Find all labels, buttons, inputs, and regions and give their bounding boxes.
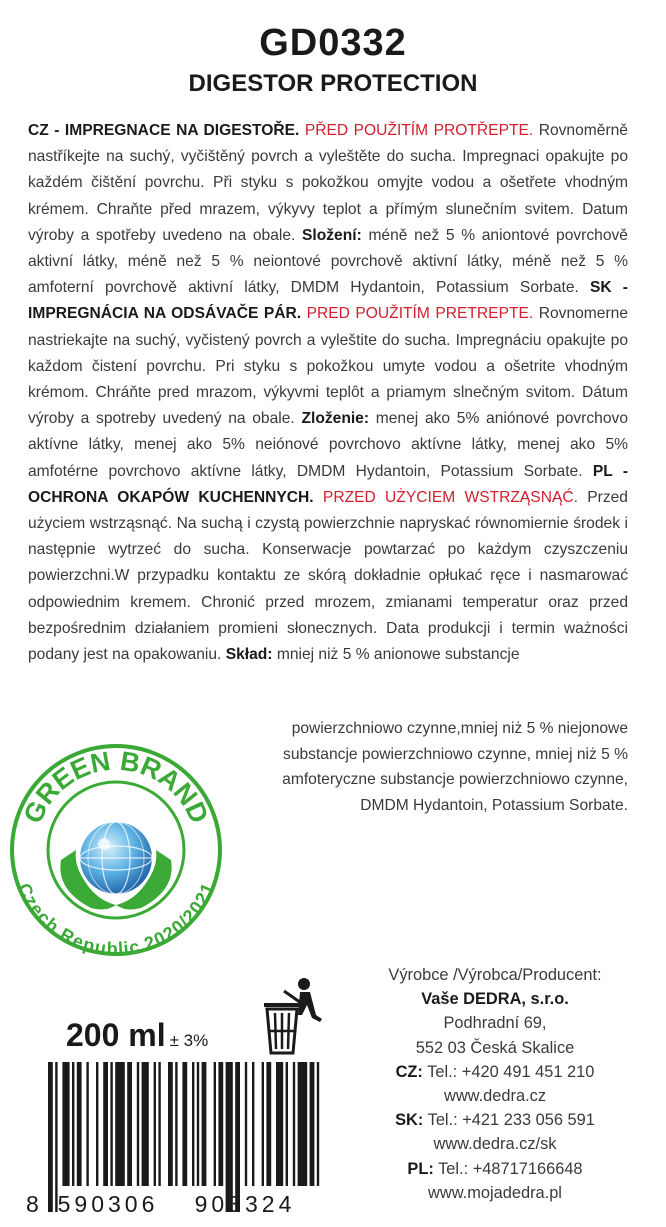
barcode-bar (286, 1062, 288, 1186)
barcode-bar (276, 1062, 283, 1186)
pl-label: PL: (407, 1159, 434, 1178)
barcode-bar (86, 1062, 88, 1186)
producer-label: Výrobce /Výrobca/Producent: (388, 966, 602, 984)
barcode-bar (298, 1062, 308, 1186)
cz-phone: Tel.: +420 491 451 210 (427, 1062, 595, 1081)
barcode-bar (137, 1062, 139, 1186)
product-name: DIGESTOR PROTECTION (188, 70, 478, 97)
barcode-bar (110, 1062, 112, 1186)
producer-street: Podhradní 69, (443, 1014, 547, 1033)
barcode-group-2: 903324 (194, 1191, 296, 1217)
barcode-bar (182, 1062, 187, 1186)
sk-composition-label: Zloženie: (301, 410, 370, 428)
barcode-bar (266, 1062, 271, 1186)
barcode-bar (127, 1062, 132, 1186)
sk-website: www.dedra.cz/sk (433, 1135, 557, 1154)
pl-composition-line: amfoteryczne substancje powierzchniowo czynne, (282, 771, 628, 788)
barcode-bar (62, 1062, 69, 1186)
sk-text: Rovnomerne nastriekajte na suchý, vyčistený povrch a vyleštite do sucha. Impregnáciu opakujte po každom čistení povrchu. Pri styku s pokožkou umyte vodou a ošetrite vhodným krémom. Chráňte pred mrazom, výkyvmi teplôt a priamym slnečným svitom. Dátum výroby a spotreby uvedený na obale. (28, 305, 628, 428)
sk-phone: Tel.: +421 233 056 591 (427, 1111, 595, 1130)
green-brand-badge (6, 740, 226, 960)
barcode-bar (168, 1062, 173, 1186)
pl-website: www.mojadedra.pl (428, 1183, 562, 1202)
cz-composition: méně než 5 % aniontové povrchově aktivní látky, méně než 5 % neiontové povrchově aktivní látky, méně než 5 % amfoterní povrchově aktivní látky, DMDM Hydantoin, Potassium Sorbate. (28, 226, 628, 297)
barcode-bar (214, 1062, 216, 1186)
barcode-group-1: 590306 (57, 1191, 159, 1217)
barcode-bar (158, 1062, 160, 1186)
barcode-bar (192, 1062, 194, 1186)
barcode-bar (96, 1062, 98, 1186)
barcode-bar (245, 1062, 247, 1186)
pl-composition-line: DMDM Hydantoin, Potassium Sorbate. (360, 796, 628, 814)
pl-heading: PL - OCHRONA OKAPÓW KUCHENNYCH. (28, 462, 629, 506)
badge-top-text: GREEN BRAND (17, 745, 215, 828)
sk-label: SK: (395, 1111, 424, 1130)
barcode-bar (317, 1062, 319, 1186)
barcode-bar (293, 1062, 295, 1186)
barcode-bar (235, 1062, 240, 1212)
barcode-bar (310, 1062, 315, 1186)
globe-icon (80, 822, 152, 894)
barcode-bar (175, 1062, 177, 1186)
cz-warning: PŘED POUŽITÍM PROTŘEPTE. (304, 122, 534, 139)
barcode-bar (103, 1062, 108, 1186)
barcode-bar (77, 1062, 82, 1186)
volume-tolerance: ± 3% (169, 1031, 209, 1050)
waste-bin-icon (262, 975, 330, 1057)
cz-composition-label: Složení: (302, 226, 362, 244)
barcode (26, 1062, 324, 1217)
barcode-bar (154, 1062, 156, 1186)
pl-composition-line: powierzchniowo czynne,mniej niż 5 % niejonowe (291, 720, 628, 737)
pl-warning: PRZED UŻYCIEM WSTRZĄSNĄĆ. (322, 488, 578, 506)
cz-label: CZ: (395, 1062, 423, 1081)
producer-info (345, 963, 645, 1205)
barcode-bar (262, 1062, 264, 1186)
pl-phone: Tel.: +48717166648 (438, 1159, 583, 1178)
barcode-bar (142, 1062, 149, 1186)
sk-heading: SK - IMPREGNÁCIA NA ODSÁVAČE PÁR. (28, 279, 629, 323)
producer-city: 552 03 Česká Skalice (415, 1038, 575, 1057)
barcode-bar (48, 1062, 53, 1212)
volume-amount: 200 ml (66, 1017, 166, 1053)
cz-heading: CZ - IMPREGNACE NA DIGESTOŘE. (28, 122, 300, 139)
pl-composition-label: Skład: (225, 646, 273, 664)
producer-company: Vaše DEDRA, s.r.o. (421, 990, 569, 1009)
barcode-bar (226, 1062, 233, 1212)
barcode-bar (252, 1062, 254, 1186)
sk-composition: menej ako 5% aniónové povrchovo aktívne látky, menej ako 5% neiónové povrchovo aktívne látky, menej ako 5% amfotérne povrchovo aktívne látky, DMDM Hydantoin, Potassium Sorbate. (28, 410, 628, 480)
barcode-bars (48, 1062, 319, 1212)
barcode-bar (218, 1062, 223, 1186)
barcode-bar (197, 1062, 199, 1186)
sk-warning: PRED POUŽITÍM PRETREPTE. (306, 305, 534, 323)
product-code: GD0332 (259, 22, 407, 64)
barcode-bar (115, 1062, 125, 1186)
cz-website: www.dedra.cz (443, 1087, 547, 1106)
instructions-text (28, 118, 628, 668)
barcode-bar (55, 1062, 57, 1212)
pl-composition-continued (212, 716, 628, 818)
volume-label (66, 1017, 208, 1054)
pl-composition-line: substancje powierzchniowo czynne, mniej niż 5 % (283, 745, 628, 763)
barcode-bar (72, 1062, 74, 1186)
barcode-bar (202, 1062, 207, 1186)
badge-bottom-text: Czech Republic 2020/2021 (14, 880, 219, 959)
pl-composition-first: mniej niż 5 % anionowe substancje (276, 646, 520, 664)
pl-text: Przed użyciem wstrząsnąć. Na suchą i czystą powierzchnie napryskać równomiernie środek i następnie wytrzeć do sucha. Konserwacje powtarzać po każdym czyszczeniu powierzchni.W przypadku kontaktu ze skórą dokładnie opłukać ręce i nasmarować odpowiednim kremem. Chronić przed mrozem, zmianami temperatur oraz przed bezpośrednim działaniem promieni słonecznych. Data produkcji i termin ważności podany jest na opakowaniu. (28, 488, 628, 664)
barcode-first-digit: 8 (26, 1191, 39, 1217)
cz-text: Rovnoměrně nastříkejte na suchý, vyčištěný povrch a vyleštěte do sucha. Impregnaci opakujte po každém čištění povrchu. Při styku s pokožkou omyjte vodou a ošetřete vhodným krémem. Chraňte před mrazem, výkyvy teplot a přímým slunečním svitem. Datum výroby a spotřeby uvedeno na obale. (28, 122, 628, 244)
